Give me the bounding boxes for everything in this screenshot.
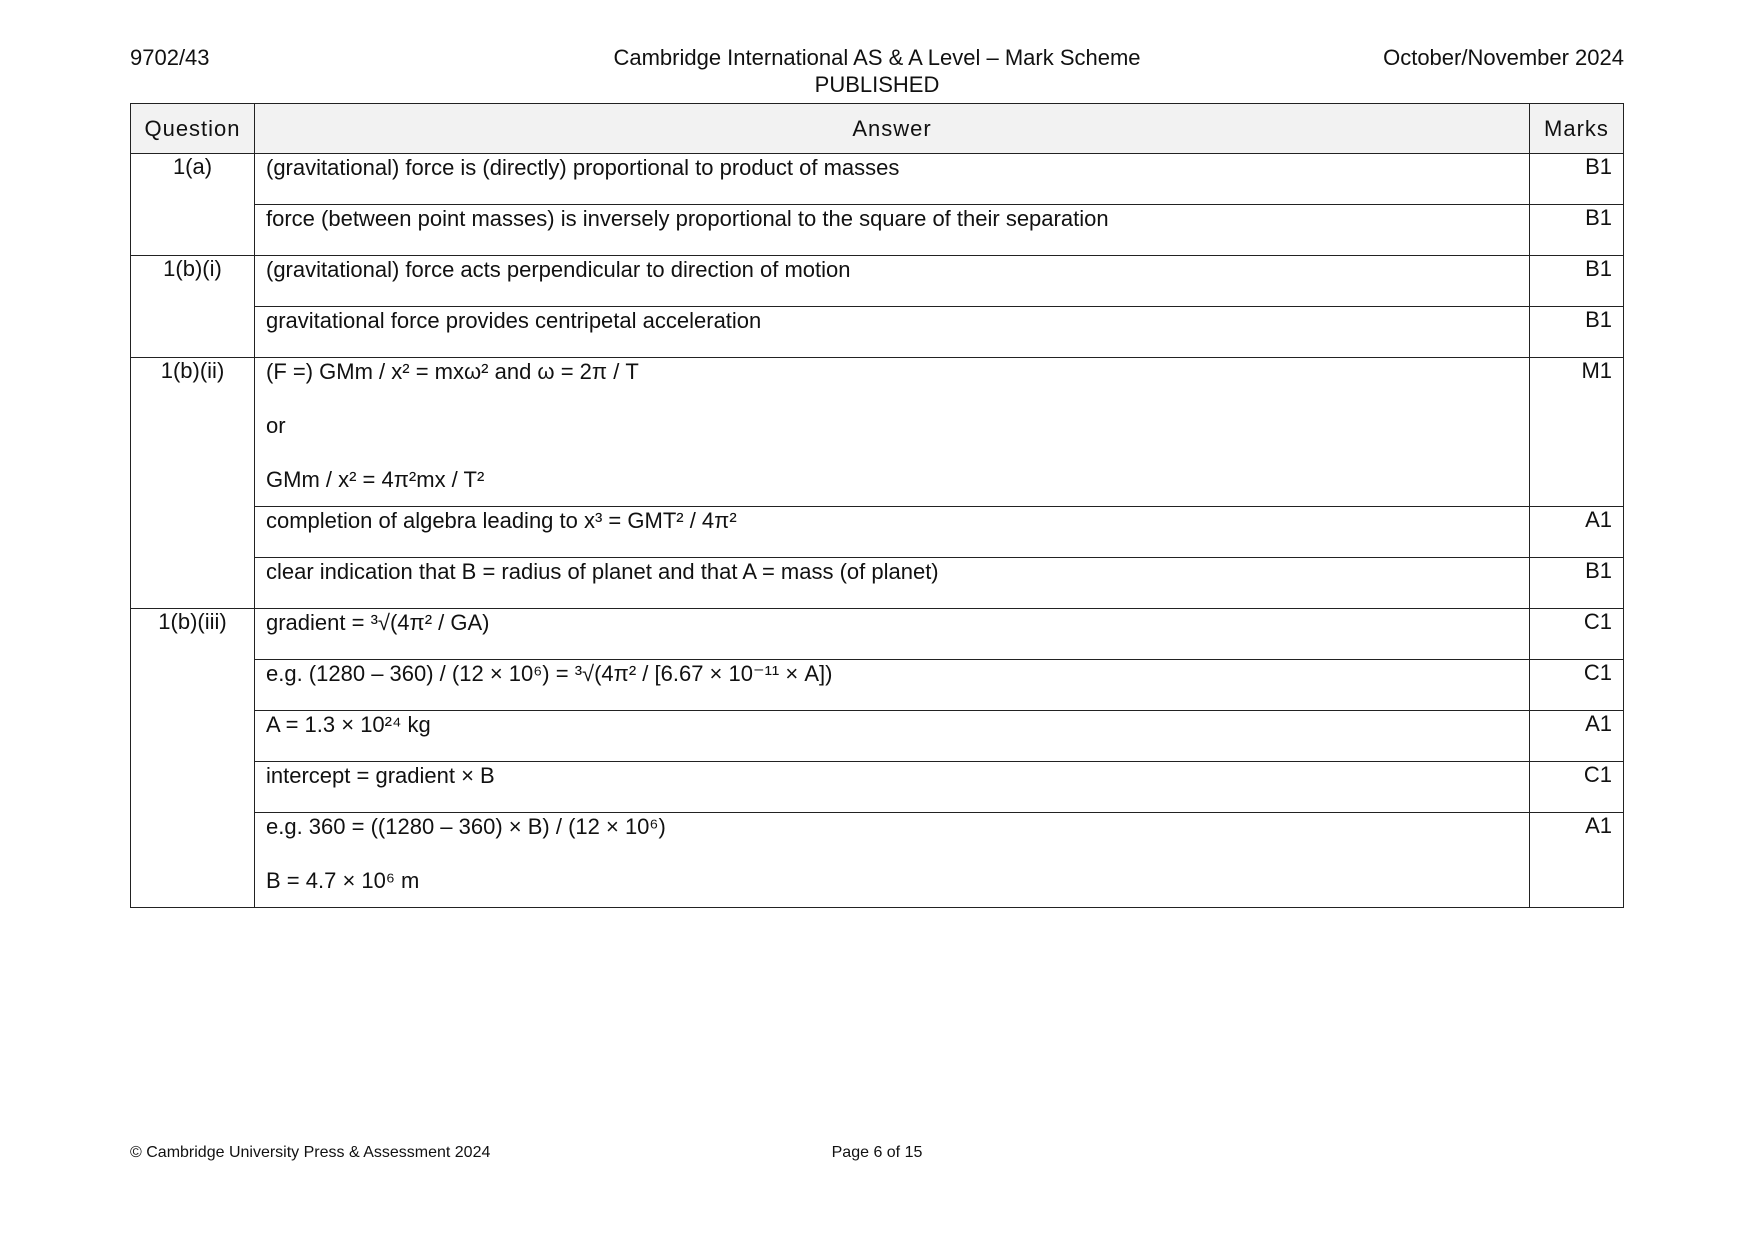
table-row: [131, 762, 1624, 813]
mark-cell: B1: [1530, 558, 1624, 609]
table-body: [131, 154, 1624, 908]
answer-cell: [255, 813, 1530, 908]
table-row: [131, 660, 1624, 711]
marks-header: Marks: [1530, 104, 1624, 154]
question-number: 1(a): [131, 154, 255, 256]
answer-line: gradient = ³√(4π² / GA): [266, 610, 490, 635]
answer-line: or: [266, 413, 286, 438]
mark-cell: A1: [1530, 507, 1624, 558]
mark-cell: B1: [1530, 154, 1624, 205]
answer-header: Answer: [255, 104, 1530, 154]
question-header: Question: [131, 104, 255, 154]
table-row: [131, 507, 1624, 558]
answer-line: force (between point masses) is inversely proportional to the square of their separation: [266, 206, 1109, 231]
table-row: [131, 609, 1624, 660]
answer-cell: [255, 205, 1530, 256]
table-row: [131, 558, 1624, 609]
answer-line: (F =) GMm / x² = mxω² and ω = 2π / T: [266, 359, 639, 384]
mark-scheme-table: [130, 103, 1624, 908]
exam-session: October/November 2024: [1383, 45, 1624, 70]
answer-line: intercept = gradient × B: [266, 763, 495, 788]
table-header-row: [131, 104, 1624, 154]
mark-cell: A1: [1530, 711, 1624, 762]
answer-line: GMm / x² = 4π²mx / T²: [266, 467, 485, 492]
mark-cell: C1: [1530, 660, 1624, 711]
table-row: [131, 256, 1624, 307]
mark-cell: B1: [1530, 307, 1624, 358]
copyright: © Cambridge University Press & Assessment 2024: [130, 1144, 491, 1161]
table-row: [131, 154, 1624, 205]
answer-cell: [255, 711, 1530, 762]
question-number: 1(b)(ii): [131, 358, 255, 609]
mark-cell: C1: [1530, 762, 1624, 813]
question-number: 1(b)(iii): [131, 609, 255, 908]
answer-line: gravitational force provides centripetal acceleration: [266, 308, 762, 333]
paper-code: 9702/43: [130, 45, 210, 70]
table-row: [131, 307, 1624, 358]
mark-cell: C1: [1530, 609, 1624, 660]
question-number: 1(b)(i): [131, 256, 255, 358]
answer-line: e.g. (1280 – 360) / (12 × 10⁶) = ³√(4π² / [6.67 × 10⁻¹¹ × A]): [266, 661, 833, 686]
answer-line: (gravitational) force is (directly) proportional to product of masses: [266, 155, 900, 180]
answer-line: B = 4.7 × 10⁶ m: [266, 868, 420, 893]
answer-cell: [255, 358, 1530, 507]
subtitle: PUBLISHED: [814, 72, 940, 97]
answer-line: e.g. 360 = ((1280 – 360) × B) / (12 × 10⁶): [266, 814, 666, 839]
answer-cell: [255, 307, 1530, 358]
mark-cell: B1: [1530, 205, 1624, 256]
answer-cell: [255, 609, 1530, 660]
mark-cell: B1: [1530, 256, 1624, 307]
page-number: Page 6 of 15: [831, 1144, 923, 1161]
answer-cell: [255, 154, 1530, 205]
answer-cell: [255, 762, 1530, 813]
table-row: [131, 358, 1624, 507]
answer-cell: [255, 507, 1530, 558]
answer-cell: [255, 558, 1530, 609]
answer-cell: [255, 256, 1530, 307]
table-row: [131, 711, 1624, 762]
answer-cell: [255, 660, 1530, 711]
title: Cambridge International AS & A Level – Mark Scheme: [613, 45, 1141, 70]
answer-line: clear indication that B = radius of planet and that A = mass (of planet): [266, 559, 939, 584]
mark-cell: M1: [1530, 358, 1624, 507]
answer-line: A = 1.3 × 10²⁴ kg: [266, 712, 431, 737]
table-row: [131, 205, 1624, 256]
mark-cell: A1: [1530, 813, 1624, 908]
answer-line: completion of algebra leading to x³ = GMT² / 4π²: [266, 508, 737, 533]
answer-line: (gravitational) force acts perpendicular to direction of motion: [266, 257, 851, 282]
table-row: [131, 813, 1624, 908]
